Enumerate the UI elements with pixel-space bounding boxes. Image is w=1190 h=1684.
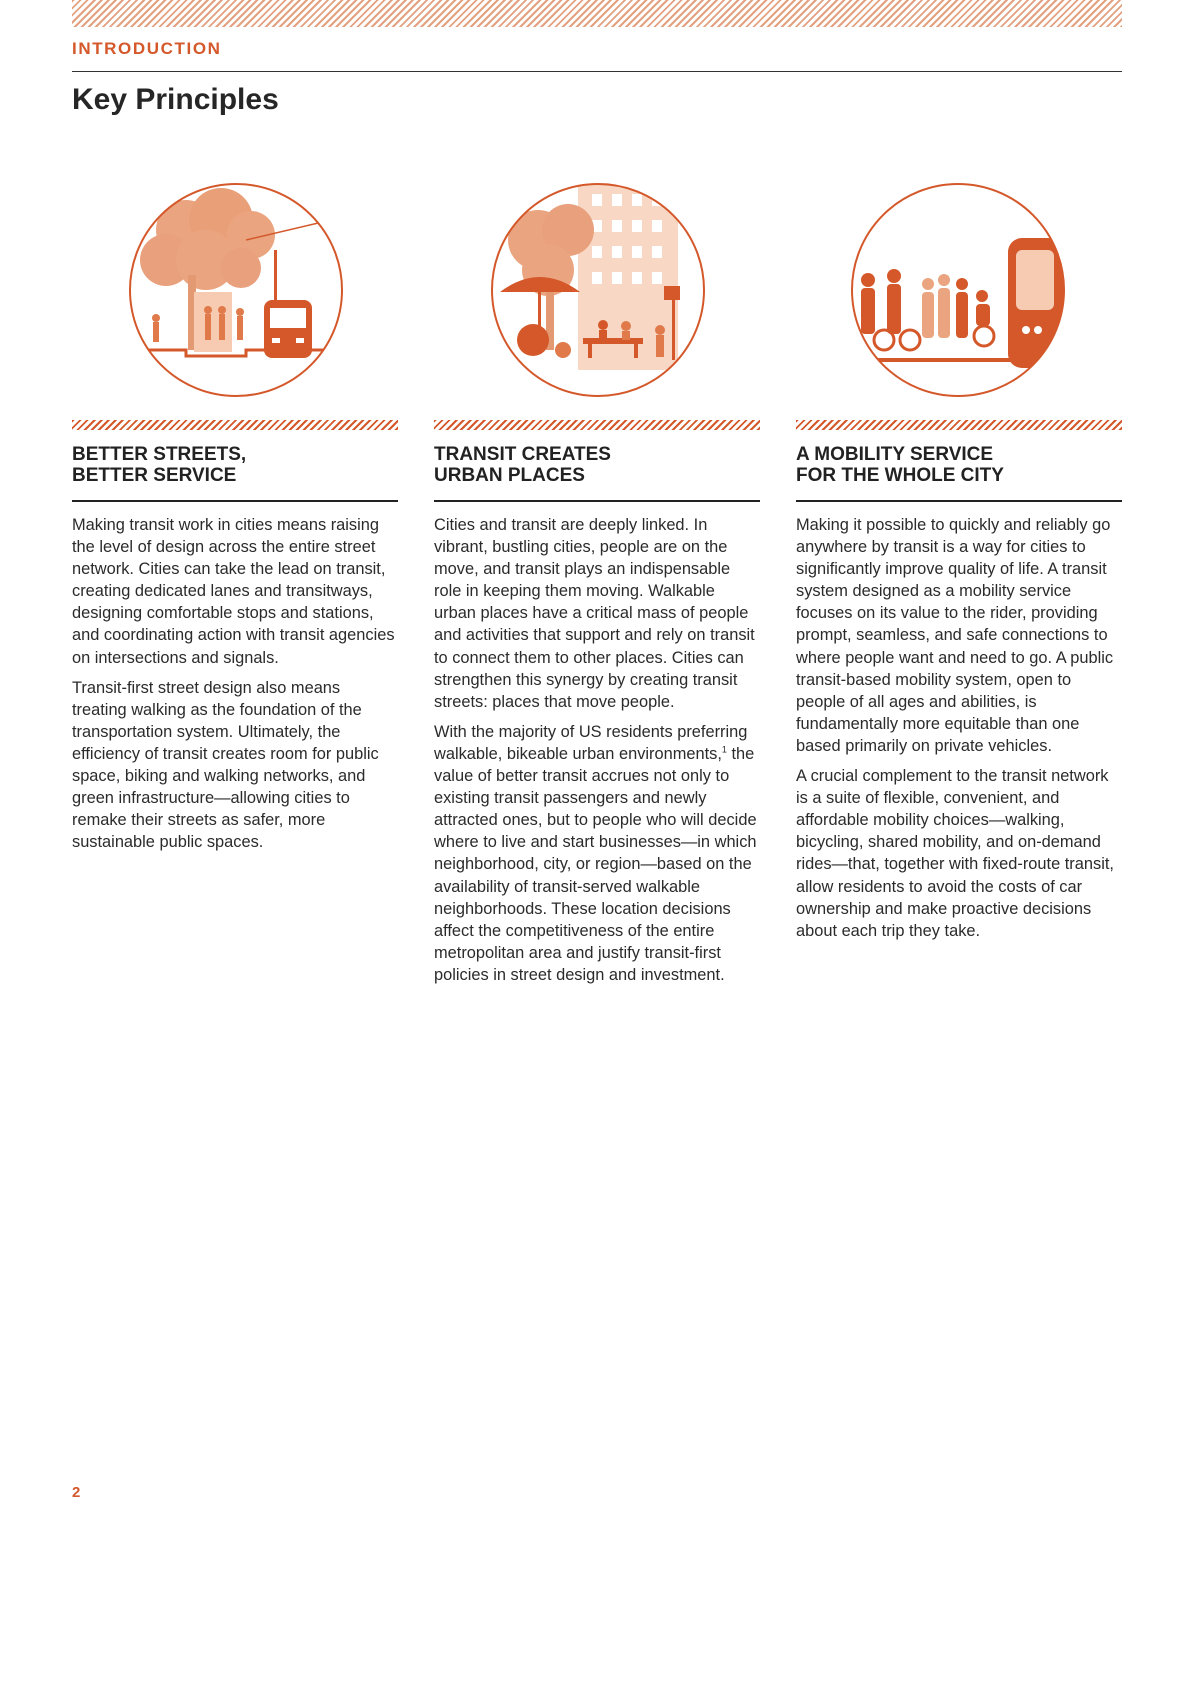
top-hatch-band xyxy=(72,0,1122,27)
header-rule xyxy=(72,71,1122,72)
urban-plaza-scene-icon xyxy=(488,180,708,400)
column-rule xyxy=(796,500,1122,502)
footnote-marker[interactable]: 1 xyxy=(721,744,727,755)
column-rule xyxy=(434,500,760,502)
body-paragraph: Making it possible to quickly and reliably go anywhere by transit is a way for cities to significantly improve quality of life. A transit system designed as a mobility service focuses on its value to the rider, providing prompt, seamless, and safe connections to where people want and need to go. A public transit-based mobility system, open to people of all ages and abilities, is fundamentally more equitable than one based primarily on private vehicles. xyxy=(796,516,1114,755)
column-body xyxy=(434,514,760,986)
section-label: INTRODUCTION xyxy=(72,39,222,58)
principle-column-mobility-service xyxy=(796,420,1122,950)
body-paragraph: A crucial complement to the transit network is a suite of flexible, convenient, and affordable mobility choices—walking, bicycling, shared mobility, and on-demand rides—that, together with fixed-route transit, allow residents to avoid the costs of car ownership and make proactive decisions about each trip they take. xyxy=(796,767,1114,940)
column-body xyxy=(72,514,398,853)
column-hatch-band xyxy=(796,420,1122,430)
column-hatch-band xyxy=(434,420,760,430)
column-body xyxy=(796,514,1122,942)
bus-stop-riders-scene-icon xyxy=(848,180,1068,400)
body-paragraph: Making transit work in cities means raising the level of design across the entire street network. Cities can take the lead on transit, creating dedicated lanes and transitways, designing comfortable stops and stations, and coordinating action with transit agencies on intersections and signals. xyxy=(72,516,395,667)
page-title: Key Principles xyxy=(72,83,279,116)
column-heading: TRANSIT CREATES URBAN PLACES xyxy=(434,444,611,486)
streetcar-street-scene-icon xyxy=(126,180,346,400)
column-rule xyxy=(72,500,398,502)
body-paragraph: Transit-first street design also means treating walking as the foundation of the transportation system. Ultimately, the efficiency of transit creates room for public space, biking and walking networks, and green infrastructure—allowing cities to remake their streets as safer, more sustainable public spaces. xyxy=(72,678,379,852)
column-heading: BETTER STREETS, BETTER SERVICE xyxy=(72,444,247,486)
column-heading: A MOBILITY SERVICE FOR THE WHOLE CITY xyxy=(796,444,1004,486)
principle-column-urban-places xyxy=(434,420,760,994)
principle-column-better-streets xyxy=(72,420,398,861)
page-number: 2 xyxy=(72,1484,81,1501)
body-paragraph: With the majority of US residents preferring walkable, bikeable urban environments,$^1$ the value of better transit accrues not only to existing transit passengers and newly attracted ones, but to people who will decide where to live and start businesses—in which neighborhood, city, or region—based on the availability of transit-served walkable neighborhoods. These location decisions affect the competitiveness of the entire metropolitan area and justify transit-first policies in street design and investment. xyxy=(434,722,757,984)
column-hatch-band xyxy=(72,420,398,430)
body-paragraph: Cities and transit are deeply linked. In vibrant, bustling cities, people are on the move, and transit plays an indispensable role in keeping them moving. Walkable urban places have a critical mass of people and activities that support and rely on transit to connect them to other places. Cities can strengthen this synergy by creating transit streets: places that move people. xyxy=(434,516,755,711)
